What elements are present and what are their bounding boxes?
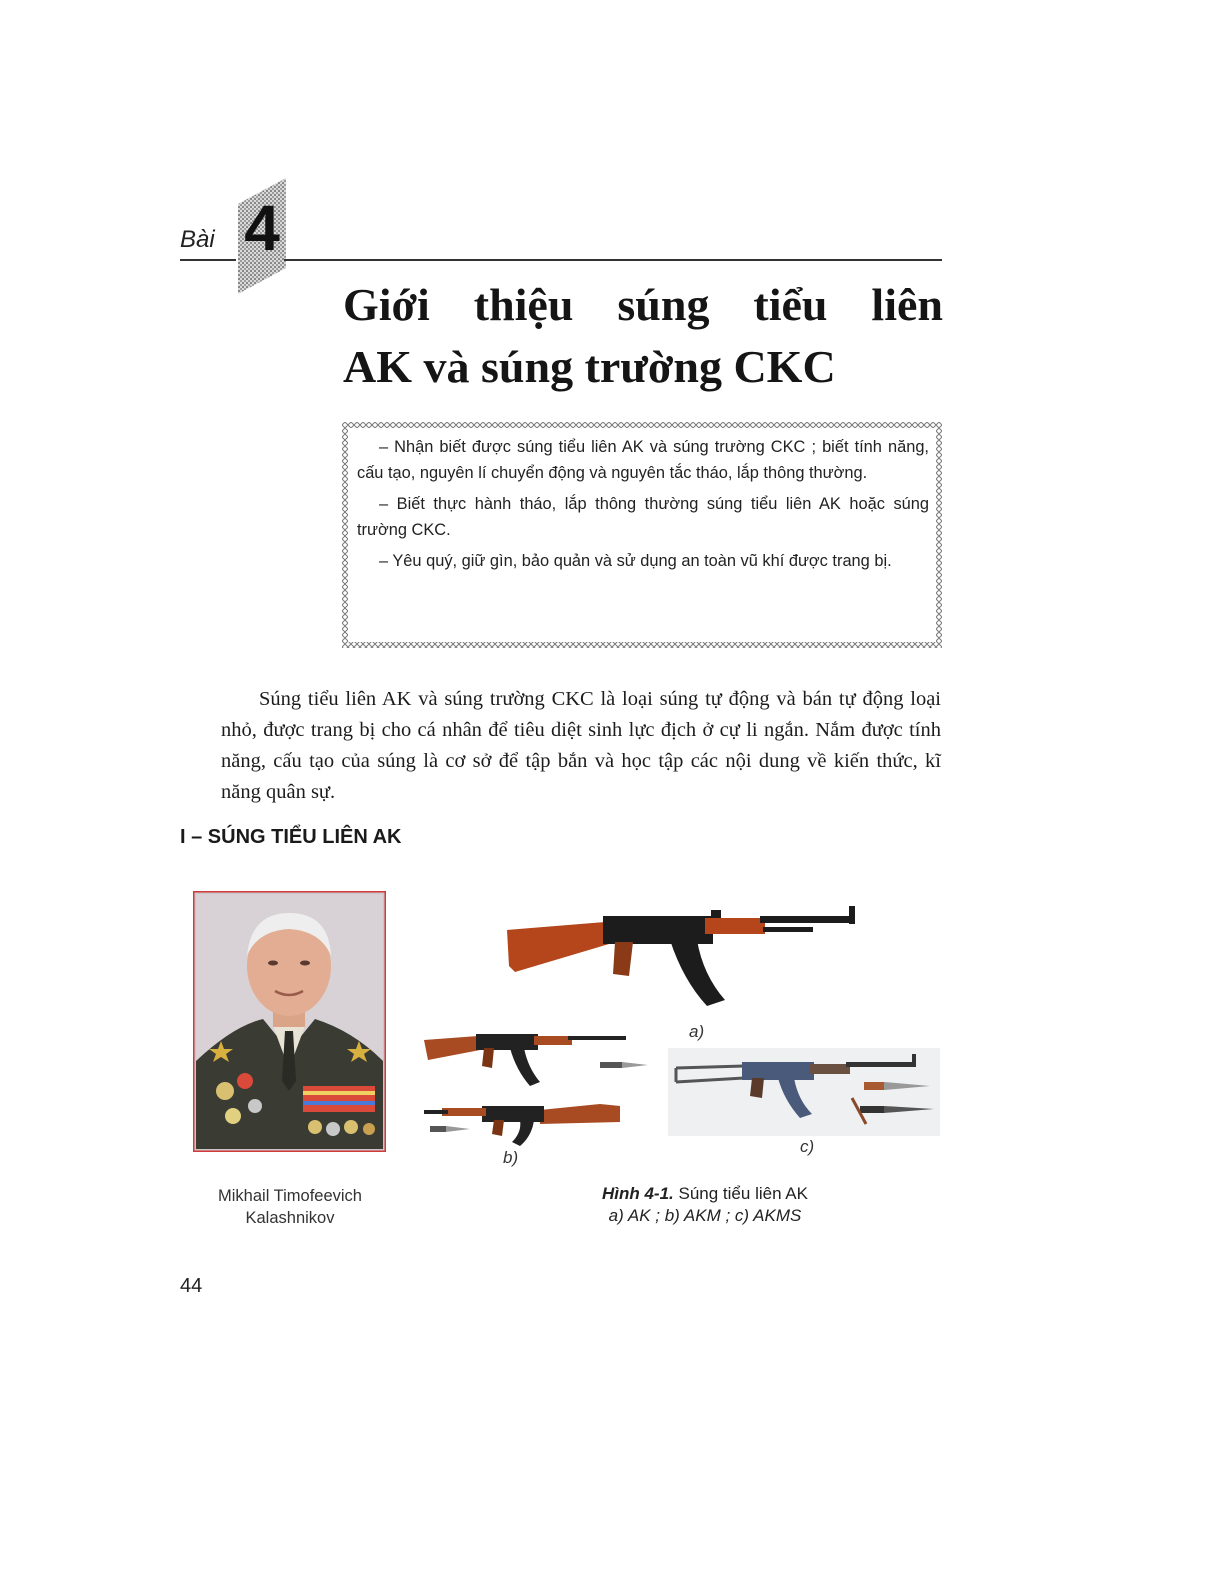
objectives-text — [357, 434, 929, 579]
lesson-title-line1: Giới thiệu súng tiểu liên — [343, 279, 943, 330]
header-rule — [284, 259, 942, 261]
intro-text: Súng tiểu liên AK và súng trường CKC là loại súng tự động và bán tự động loại nhỏ, được trang bị cho cá nhân để tiêu diệt sinh lực địch ở cự li ngắn. Nắm được tính năng, cấu tạo của súng là cơ sở để tập bắn và học tập các nội dung về kiến thức, kĩ năng quân sự. — [221, 688, 941, 803]
objective-3: – Yêu quý, giữ gìn, bảo quản và sử dụng an toàn vũ khí được trang bị. — [379, 552, 892, 570]
figure-label-a: a) — [689, 1022, 705, 1041]
portrait-caption-line2: Kalashnikov — [245, 1209, 335, 1227]
objective-2: – Biết thực hành tháo, lắp thông thường súng tiểu liên AK hoặc súng trường CKC. — [357, 495, 929, 539]
figure-caption-title: Súng tiểu liên AK — [673, 1184, 808, 1203]
figure-label-b: b) — [503, 1148, 519, 1167]
figure-caption-subtitle: a) AK ; b) AKM ; c) AKMS — [608, 1206, 802, 1225]
portrait-caption — [190, 1185, 390, 1229]
kalashnikov-portrait — [193, 891, 386, 1152]
figure-caption-prefix: Hình 4-1. — [601, 1184, 674, 1203]
rifle-akms-image — [668, 1048, 940, 1136]
rifle-ak-image — [505, 900, 870, 1010]
portrait-caption-line1: Mikhail Timofeevich — [218, 1187, 362, 1205]
lesson-title — [343, 274, 943, 398]
lesson-label: Bài — [180, 226, 215, 253]
objective-1: – Nhận biết được súng tiểu liên AK và súng trường CKC ; biết tính năng, cấu tạo, nguyên lí chuyển động và nguyên tắc tháo, lắp thông thường. — [357, 438, 929, 482]
section-heading: I – SÚNG TIỂU LIÊN AK — [180, 826, 402, 848]
lesson-title-line2: AK và súng trường CKC — [343, 341, 836, 392]
rifle-akm-image — [420, 1028, 650, 1148]
page-number: 44 — [180, 1275, 203, 1297]
figure-label-c: c) — [800, 1137, 815, 1156]
lesson-number: 4 — [244, 192, 280, 264]
header-rule-left — [180, 259, 236, 261]
intro-paragraph — [221, 684, 941, 808]
figure-caption — [560, 1183, 850, 1227]
